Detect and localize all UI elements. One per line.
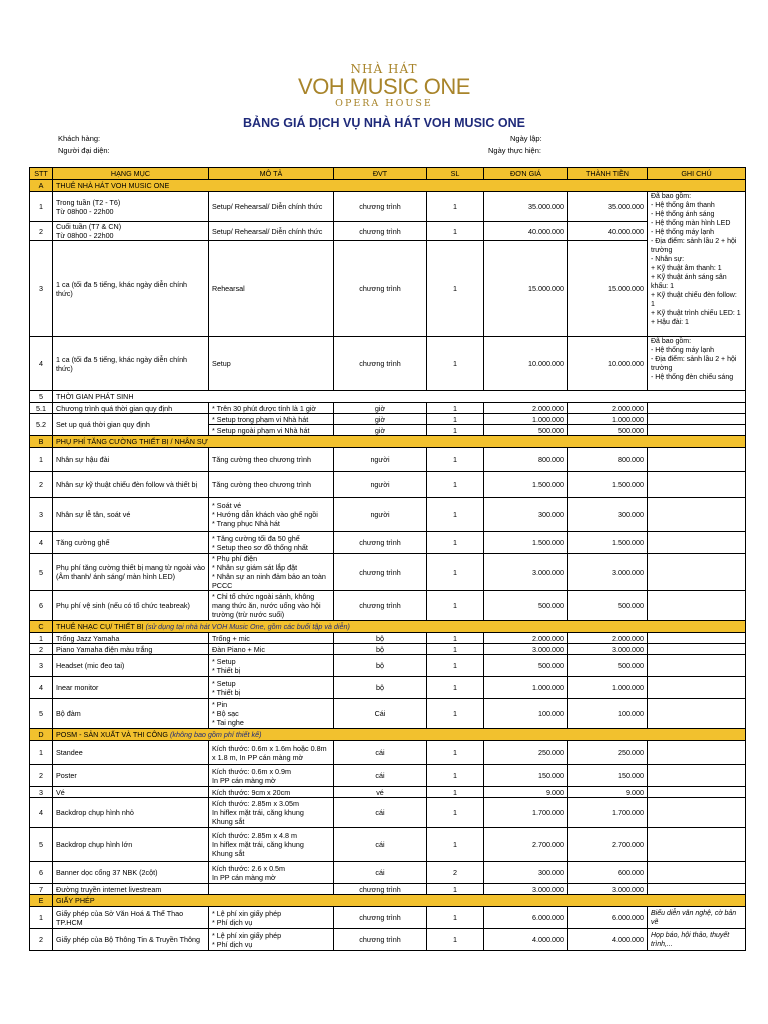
cell-item: Giấy phép của Sở Văn Hoá & Thể Thao TP.HCM <box>53 907 209 929</box>
cell-stt: 6 <box>30 862 53 884</box>
cell-note <box>648 798 746 828</box>
table-row <box>30 532 746 554</box>
cell-note <box>648 787 746 798</box>
cell-desc: Tăng cường theo chương trình <box>209 472 334 498</box>
cell-stt: 1 <box>30 741 53 765</box>
cell-stt: 2 <box>30 644 53 655</box>
cell-qty: 1 <box>427 414 484 425</box>
cell-item: Nhân sự lễ tân, soát vé <box>53 498 209 532</box>
cell-total: 10.000.000 <box>568 337 648 391</box>
cell-unit: giờ <box>334 425 427 436</box>
cell-desc: * Setup trong phạm vi Nhà hát <box>209 414 334 425</box>
cell-price: 300.000 <box>484 862 568 884</box>
cell-desc: Kích thước: 2.85m x 3.05m In hiflex mặt trái, căng khung Khung sắt <box>209 798 334 828</box>
cell-total: 3.000.000 <box>568 884 648 895</box>
cell-qty: 1 <box>427 425 484 436</box>
cell-qty: 1 <box>427 633 484 644</box>
cell-unit: chương trình <box>334 337 427 391</box>
cell-item: Backdrop chụp hình lớn <box>53 828 209 862</box>
cell-desc: * Lệ phí xin giấy phép * Phí dịch vụ <box>209 907 334 929</box>
cell-stt: 2 <box>30 765 53 787</box>
header-desc: MÔ TẢ <box>209 168 334 180</box>
cell-desc: * Lệ phí xin giấy phép * Phí dịch vụ <box>209 929 334 951</box>
cell-item: Giấy phép của Bộ Thông Tin & Truyền Thông <box>53 929 209 951</box>
cell-total: 9.000 <box>568 787 648 798</box>
section-stt: 5 <box>30 391 53 403</box>
cell-stt: 5 <box>30 554 53 591</box>
section-row <box>30 895 746 907</box>
cell-total: 300.000 <box>568 498 648 532</box>
cell-qty: 1 <box>427 554 484 591</box>
cell-total: 1.700.000 <box>568 798 648 828</box>
cell-unit: cái <box>334 828 427 862</box>
cell-stt: 7 <box>30 884 53 895</box>
cell-desc: * Setup * Thiết bị <box>209 677 334 699</box>
cell-unit: người <box>334 448 427 472</box>
cell-item: 1 ca (tối đa 5 tiếng, khác ngày diễn chính thức) <box>53 241 209 337</box>
cell-price: 1.000.000 <box>484 414 568 425</box>
section-stt: E <box>30 895 53 907</box>
cell-price: 250.000 <box>484 741 568 765</box>
cell-stt: 4 <box>30 798 53 828</box>
cell-unit: cái <box>334 798 427 828</box>
cell-note <box>648 828 746 862</box>
cell-price: 40.000.000 <box>484 222 568 241</box>
cell-desc: Rehearsal <box>209 241 334 337</box>
cell-note <box>648 554 746 591</box>
table-body <box>30 180 746 951</box>
cell-desc: Kích thước: 2.85m x 4.8 m In hiflex mặt trái, căng khung Khung sắt <box>209 828 334 862</box>
cell-item: Trống Jazz Yamaha <box>53 633 209 644</box>
section-stt: D <box>30 729 53 741</box>
venue-logo <box>200 62 568 110</box>
cell-item: Trong tuần (T2 - T6) Từ 08h00 - 22h00 <box>53 192 209 222</box>
table-row <box>30 633 746 644</box>
customer-label: Khách hàng: <box>58 134 101 143</box>
cell-stt: 1 <box>30 633 53 644</box>
cell-desc: * Tăng cường tối đa 50 ghế * Setup theo sơ đồ thống nhất <box>209 532 334 554</box>
section-stt: C <box>30 621 53 633</box>
cell-qty: 1 <box>427 884 484 895</box>
table-row <box>30 787 746 798</box>
cell-note: Đã bao gồm: - Hệ thống máy lạnh - Địa điểm: sảnh lầu 2 + hội trường - Hệ thống đèn chiếu sáng <box>648 337 746 391</box>
cell-total: 500.000 <box>568 655 648 677</box>
cell-note: Đã bao gồm: - Hệ thống âm thanh - Hệ thống ánh sáng - Hệ thống màn hình LED - Hệ thống máy lạnh - Địa điểm: sảnh lầu 2 + hội trường - Nhân sự: + Kỹ thuật âm thanh: 1 + Kỹ thuật ánh sáng sân khấu: 1 + Kỹ thuật chiếu đèn follow: 1 + Kỹ thuật trình chiếu LED: 1 + Hậu đài: 1 <box>648 192 746 337</box>
table-row <box>30 448 746 472</box>
header-stt: STT <box>30 168 53 180</box>
cell-price: 35.000.000 <box>484 192 568 222</box>
section-title: THỜI GIAN PHÁT SINH <box>53 391 746 403</box>
table-row <box>30 591 746 621</box>
cell-total: 15.000.000 <box>568 241 648 337</box>
cell-note <box>648 448 746 472</box>
cell-note <box>648 655 746 677</box>
cell-item: 1 ca (tối đa 5 tiếng, khác ngày diễn chính thức) <box>53 337 209 391</box>
cell-item: Cuối tuần (T7 & CN) Từ 08h00 - 22h00 <box>53 222 209 241</box>
section-title: GIẤY PHÉP <box>53 895 746 907</box>
page-title: BẢNG GIÁ DỊCH VỤ NHÀ HÁT VOH MUSIC ONE <box>243 116 525 130</box>
table-row <box>30 472 746 498</box>
table-row <box>30 677 746 699</box>
table-row <box>30 828 746 862</box>
table-row <box>30 741 746 765</box>
cell-note <box>648 862 746 884</box>
cell-total: 150.000 <box>568 765 648 787</box>
table-row <box>30 655 746 677</box>
cell-qty: 1 <box>427 644 484 655</box>
cell-total: 2.000.000 <box>568 403 648 414</box>
date-created-label: Ngày lập: <box>510 134 542 143</box>
cell-stt: 6 <box>30 591 53 621</box>
cell-note: Họp báo, hội thảo, thuyết trình,... <box>648 929 746 951</box>
table-header-row <box>30 168 746 180</box>
representative-label: Người đại diện: <box>58 146 110 155</box>
cell-price: 100.000 <box>484 699 568 729</box>
cell-total: 600.000 <box>568 862 648 884</box>
cell-qty: 1 <box>427 222 484 241</box>
cell-qty: 2 <box>427 862 484 884</box>
cell-desc: * Setup * Thiết bị <box>209 655 334 677</box>
cell-item: Piano Yamaha điện màu trắng <box>53 644 209 655</box>
cell-qty: 1 <box>427 929 484 951</box>
section-title: PHỤ PHÍ TĂNG CƯỜNG THIẾT BỊ / NHÂN SỰ <box>53 436 746 448</box>
cell-stt: 1 <box>30 192 53 222</box>
cell-note <box>648 591 746 621</box>
cell-price: 2.700.000 <box>484 828 568 862</box>
cell-total: 100.000 <box>568 699 648 729</box>
cell-stt: 5 <box>30 828 53 862</box>
cell-item: Backdrop chụp hình nhỏ <box>53 798 209 828</box>
cell-price: 500.000 <box>484 655 568 677</box>
section-row <box>30 729 746 741</box>
cell-total: 3.000.000 <box>568 644 648 655</box>
cell-price: 9.000 <box>484 787 568 798</box>
cell-qty: 1 <box>427 337 484 391</box>
cell-price: 1.500.000 <box>484 532 568 554</box>
cell-qty: 1 <box>427 192 484 222</box>
cell-price: 3.000.000 <box>484 554 568 591</box>
cell-price: 500.000 <box>484 591 568 621</box>
cell-unit: chương trình <box>334 591 427 621</box>
cell-item: Set up quá thời gian quy định <box>53 414 209 436</box>
cell-qty: 1 <box>427 765 484 787</box>
table-row <box>30 222 746 241</box>
cell-note: Biểu diễn văn nghệ, cờ bản vẽ <box>648 907 746 929</box>
cell-item: Standee <box>53 741 209 765</box>
cell-qty: 1 <box>427 741 484 765</box>
cell-qty: 1 <box>427 448 484 472</box>
cell-stt: 3 <box>30 787 53 798</box>
cell-total: 3.000.000 <box>568 554 648 591</box>
cell-stt: 5.1 <box>30 403 53 414</box>
logo-line-2: VOH MUSIC ONE <box>298 74 470 99</box>
cell-price: 1.000.000 <box>484 677 568 699</box>
cell-desc: Kích thước: 2.6 x 0.5m In PP cán màng mờ <box>209 862 334 884</box>
cell-unit: bộ <box>334 677 427 699</box>
cell-desc: * Setup ngoài phạm vi Nhà hát <box>209 425 334 436</box>
cell-price: 150.000 <box>484 765 568 787</box>
cell-price: 1.500.000 <box>484 472 568 498</box>
table-row <box>30 554 746 591</box>
cell-price: 1.700.000 <box>484 798 568 828</box>
cell-total: 500.000 <box>568 425 648 436</box>
cell-stt: 3 <box>30 655 53 677</box>
cell-stt: 4 <box>30 337 53 391</box>
cell-desc: Tăng cường theo chương trình <box>209 448 334 472</box>
section-stt: A <box>30 180 53 192</box>
cell-desc: Kích thước: 0.6m x 1.6m hoặc 0.8m x 1.8 m, In PP cán màng mờ <box>209 741 334 765</box>
cell-unit: giờ <box>334 403 427 414</box>
cell-total: 6.000.000 <box>568 907 648 929</box>
cell-unit: chương trình <box>334 222 427 241</box>
cell-note <box>648 472 746 498</box>
cell-total: 1.500.000 <box>568 532 648 554</box>
cell-qty: 1 <box>427 677 484 699</box>
table-row <box>30 337 746 391</box>
cell-price: 300.000 <box>484 498 568 532</box>
header-note: GHI CHÚ <box>648 168 746 180</box>
section-row <box>30 621 746 633</box>
cell-stt: 4 <box>30 677 53 699</box>
cell-price: 3.000.000 <box>484 644 568 655</box>
cell-price: 2.000.000 <box>484 633 568 644</box>
cell-unit: người <box>334 472 427 498</box>
table-row <box>30 644 746 655</box>
header-unit: ĐVT <box>334 168 427 180</box>
cell-desc: * Chỉ tổ chức ngoài sảnh, không mang thức ăn, nước uống vào hội trường (trừ nước suối) <box>209 591 334 621</box>
cell-total: 1.500.000 <box>568 472 648 498</box>
cell-note <box>648 699 746 729</box>
cell-price: 6.000.000 <box>484 907 568 929</box>
table-row <box>30 414 746 425</box>
cell-note <box>648 741 746 765</box>
cell-total: 250.000 <box>568 741 648 765</box>
cell-qty: 1 <box>427 699 484 729</box>
header-item: HẠNG MỤC <box>53 168 209 180</box>
section-note: (sử dụng tại nhà hát VOH Music One, gồm các buổi tập và diễn) <box>145 622 350 631</box>
section-title: THUÊ NHÀ HÁT VOH MUSIC ONE <box>53 180 746 192</box>
cell-unit: bộ <box>334 633 427 644</box>
table-row <box>30 192 746 222</box>
cell-stt: 2 <box>30 472 53 498</box>
cell-note <box>648 765 746 787</box>
section-title: THUÊ NHẠC CỤ/ THIẾT BỊ (sử dụng tại nhà hát VOH Music One, gồm các buổi tập và diễn) <box>53 621 746 633</box>
table-row <box>30 907 746 929</box>
cell-price: 4.000.000 <box>484 929 568 951</box>
cell-total: 500.000 <box>568 591 648 621</box>
cell-stt: 1 <box>30 448 53 472</box>
cell-item: Inear monitor <box>53 677 209 699</box>
cell-stt: 2 <box>30 929 53 951</box>
cell-unit: cái <box>334 862 427 884</box>
cell-note <box>648 532 746 554</box>
cell-note <box>648 633 746 644</box>
cell-unit: Cái <box>334 699 427 729</box>
cell-qty: 1 <box>427 591 484 621</box>
cell-desc: Setup <box>209 337 334 391</box>
section-row <box>30 180 746 192</box>
cell-item: Nhân sự hậu đài <box>53 448 209 472</box>
table-row <box>30 403 746 414</box>
cell-qty: 1 <box>427 655 484 677</box>
cell-desc: * Trên 30 phút được tính là 1 giờ <box>209 403 334 414</box>
cell-total: 2.000.000 <box>568 633 648 644</box>
cell-stt: 4 <box>30 532 53 554</box>
cell-unit: cái <box>334 765 427 787</box>
cell-qty: 1 <box>427 532 484 554</box>
cell-item: Nhân sự kỹ thuật chiếu đèn follow và thiết bị <box>53 472 209 498</box>
cell-price: 2.000.000 <box>484 403 568 414</box>
cell-unit: người <box>334 498 427 532</box>
cell-qty: 1 <box>427 798 484 828</box>
section-title: POSM - SẢN XUẤT VÀ THI CÔNG (không bao gồm phí thiết kế) <box>53 729 746 741</box>
cell-note <box>648 644 746 655</box>
cell-unit: bộ <box>334 644 427 655</box>
logo-line-3: OPERA HOUSE <box>335 98 433 109</box>
cell-stt: 3 <box>30 241 53 337</box>
cell-stt: 2 <box>30 222 53 241</box>
section-row <box>30 391 746 403</box>
cell-desc: Kích thước: 9cm x 20cm <box>209 787 334 798</box>
cell-qty: 1 <box>427 498 484 532</box>
cell-unit: giờ <box>334 414 427 425</box>
cell-item: Banner dọc cổng 37 NBK (2cột) <box>53 862 209 884</box>
cell-price: 3.000.000 <box>484 884 568 895</box>
table-row <box>30 699 746 729</box>
cell-stt: 5.2 <box>30 414 53 436</box>
cell-qty: 1 <box>427 403 484 414</box>
table-row <box>30 241 746 337</box>
cell-item: Poster <box>53 765 209 787</box>
cell-total: 1.000.000 <box>568 677 648 699</box>
cell-item: Tăng cường ghế <box>53 532 209 554</box>
cell-qty: 1 <box>427 241 484 337</box>
cell-item: Chương trình quá thời gian quy định <box>53 403 209 414</box>
cell-unit: cái <box>334 741 427 765</box>
cell-item: Vé <box>53 787 209 798</box>
cell-unit: chương trình <box>334 532 427 554</box>
cell-total: 800.000 <box>568 448 648 472</box>
price-table <box>29 167 746 951</box>
cell-unit: chương trình <box>334 929 427 951</box>
table-row <box>30 862 746 884</box>
cell-stt: 5 <box>30 699 53 729</box>
cell-note <box>648 425 746 436</box>
cell-item: Phụ phí vệ sinh (nếu có tổ chức teabreak) <box>53 591 209 621</box>
table-row <box>30 929 746 951</box>
table-row <box>30 798 746 828</box>
cell-item: Bộ đàm <box>53 699 209 729</box>
cell-qty: 1 <box>427 472 484 498</box>
cell-price: 500.000 <box>484 425 568 436</box>
cell-note <box>648 414 746 425</box>
cell-price: 800.000 <box>484 448 568 472</box>
cell-price: 10.000.000 <box>484 337 568 391</box>
cell-total: 40.000.000 <box>568 222 648 241</box>
table-row <box>30 765 746 787</box>
cell-total: 4.000.000 <box>568 929 648 951</box>
cell-unit: chương trình <box>334 554 427 591</box>
table-row <box>30 884 746 895</box>
cell-total: 35.000.000 <box>568 192 648 222</box>
cell-desc: * Phụ phí điện * Nhân sự giám sát lắp đặt * Nhân sự an ninh đảm bảo an toàn PCCC <box>209 554 334 591</box>
section-note: (không bao gồm phí thiết kế) <box>169 730 262 739</box>
cell-unit: chương trình <box>334 192 427 222</box>
cell-unit: chương trình <box>334 907 427 929</box>
cell-desc: Kích thước: 0.6m x 0.9m In PP cán màng mờ <box>209 765 334 787</box>
logo-line-1: NHÀ HÁT <box>350 62 418 76</box>
cell-total: 2.700.000 <box>568 828 648 862</box>
cell-total: 1.000.000 <box>568 414 648 425</box>
table-row <box>30 498 746 532</box>
cell-desc: Đàn Piano + Mic <box>209 644 334 655</box>
cell-desc: Setup/ Rehearsal/ Diễn chính thức <box>209 192 334 222</box>
cell-item: Headset (mic đeo tai) <box>53 655 209 677</box>
header-qty: SL <box>427 168 484 180</box>
cell-item: Phụ phí tăng cường thiết bị mang từ ngoài vào (Âm thanh/ ánh sáng/ màn hình LED) <box>53 554 209 591</box>
cell-note <box>648 403 746 414</box>
cell-unit: vé <box>334 787 427 798</box>
cell-unit: chương trình <box>334 884 427 895</box>
date-execution-label: Ngày thực hiện: <box>488 146 541 155</box>
cell-note <box>648 677 746 699</box>
cell-desc <box>209 884 334 895</box>
cell-desc: Trống + mic <box>209 633 334 644</box>
cell-desc: Setup/ Rehearsal/ Diễn chính thức <box>209 222 334 241</box>
cell-desc: * Pin * Bộ sạc * Tai nghe <box>209 699 334 729</box>
cell-note <box>648 498 746 532</box>
cell-item: Đường truyền internet livestream <box>53 884 209 895</box>
header-price: ĐƠN GIÁ <box>484 168 568 180</box>
cell-desc: * Soát vé * Hướng dẫn khách vào ghế ngồi * Trang phục Nhà hát <box>209 498 334 532</box>
cell-unit: chương trình <box>334 241 427 337</box>
section-row <box>30 436 746 448</box>
cell-unit: bộ <box>334 655 427 677</box>
header-total: THÀNH TIỀN <box>568 168 648 180</box>
cell-stt: 1 <box>30 907 53 929</box>
section-stt: B <box>30 436 53 448</box>
cell-price: 15.000.000 <box>484 241 568 337</box>
cell-note <box>648 884 746 895</box>
cell-qty: 1 <box>427 828 484 862</box>
cell-qty: 1 <box>427 907 484 929</box>
cell-stt: 3 <box>30 498 53 532</box>
cell-qty: 1 <box>427 787 484 798</box>
